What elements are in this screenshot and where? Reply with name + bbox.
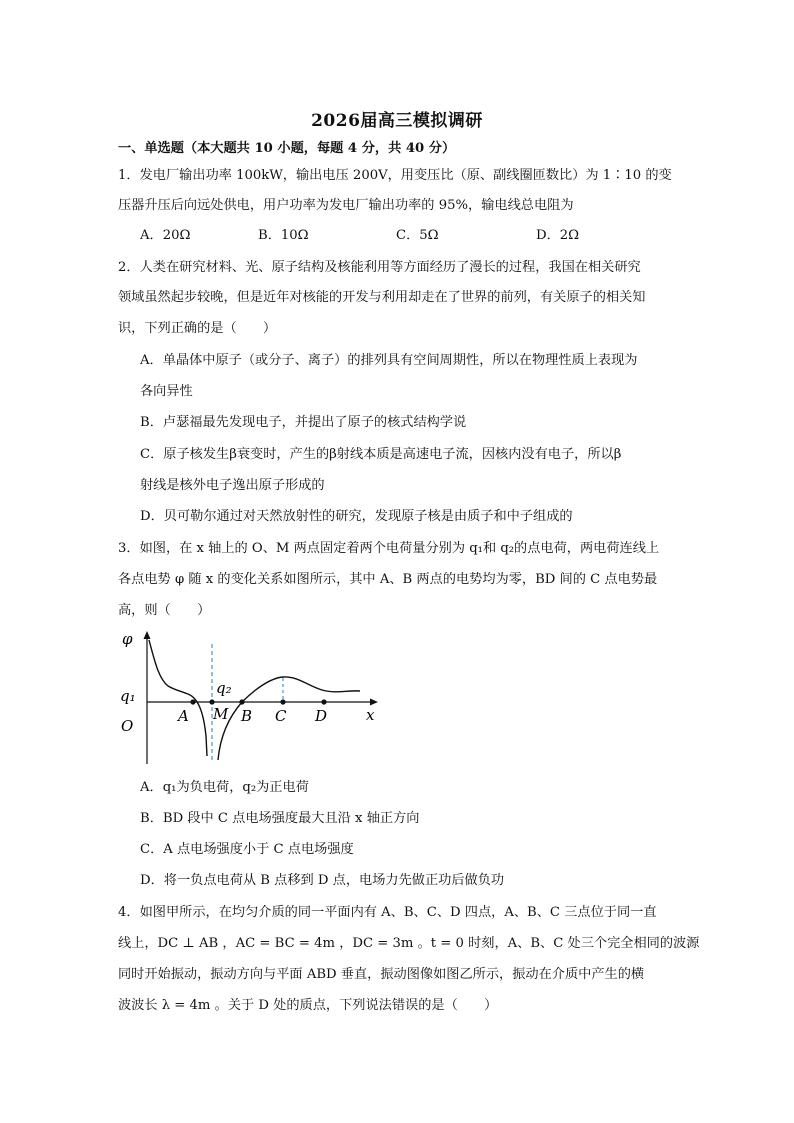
- q3-option-c: C．A 点电场强度小于 C 点电场强度: [140, 842, 354, 857]
- q4-line-2: 线上，DC ⊥ AB ，AC = BC = 4m ，DC = 3m 。t = 0 时刻，A、B、C 处三个完全相同的波源: [118, 936, 700, 951]
- q4-line-1: 4．如图甲所示，在均匀介质的同一平面内有 A、B、C、D 四点，A、B、C 三点位于同一直: [118, 905, 657, 920]
- m-label: M: [213, 705, 229, 723]
- q2-line-2: 领域虽然起步较晚，但是近年对核能的开发与利用却走在了世界的前列，有关原子的相关知: [118, 290, 646, 305]
- c-label: C: [275, 707, 287, 725]
- q2-label: q₂: [216, 679, 232, 697]
- potential-graph: [112, 628, 384, 766]
- q3-line-3: 高，则（ ）: [118, 603, 211, 618]
- q2-option-d: D．贝可勒尔通过对天然放射性的研究，发现原子核是由质子和中子组成的: [140, 509, 573, 524]
- q2-option-c-line-1: C．原子核发生β衰变时，产生的β射线本质是高速电子流，因核内没有电子，所以β: [140, 447, 622, 462]
- q1-line-1: 1．发电厂输出功率 100kW，输出电压 200V，用变压比（原、副线圈匝数比）为 1∶10 的变: [118, 168, 672, 183]
- b-label: B: [241, 707, 253, 725]
- q1-label: q₁: [120, 687, 136, 705]
- point-m: [209, 699, 214, 704]
- q3-option-a: A．q₁为负电荷，q₂为正电荷: [140, 780, 309, 795]
- q1-option-a: A．20Ω: [140, 228, 191, 243]
- q3-line-1: 3．如图，在 x 轴上的 O、M 两点固定着两个电荷量分别为 q₁和 q₂的点电荷，两电荷连线上: [118, 541, 660, 556]
- q4-line-3: 同时开始振动，振动方向与平面 ABD 垂直，振动图像如图乙所示，振动在介质中产生的横: [118, 967, 645, 982]
- x-axis-arrow: [370, 699, 378, 706]
- x-label: x: [366, 706, 375, 724]
- q2-option-b: B．卢瑟福最先发现电子，并提出了原子的核式结构学说: [140, 415, 467, 430]
- q2-option-a-line-1: A．单晶体中原子（或分子、离子）的排列具有空间周期性，所以在物理性质上表现为: [140, 353, 638, 368]
- point-d: [321, 699, 326, 704]
- q4-line-4: 波波长 λ = 4m 。关于 D 处的质点，下列说法错误的是（ ）: [118, 998, 498, 1013]
- phi-axis-arrow: [144, 631, 151, 639]
- phi-label: φ: [122, 630, 133, 648]
- origin-label: O: [121, 717, 134, 735]
- page-title: 2026届高三模拟调研: [311, 111, 483, 131]
- q1-line-2: 压器升压后向远处供电，用户功率为发电厂输出功率的 95%，输电线总电阻为: [118, 198, 574, 213]
- potential-curve-right: [218, 677, 360, 760]
- q2-option-c-line-2: 射线是核外电子逸出原子形成的: [140, 478, 325, 493]
- q3-option-b: B．BD 段中 C 点电场强度最大且沿 x 轴正方向: [140, 811, 420, 826]
- potential-curve-left: [149, 640, 207, 756]
- section-heading: 一、单选题（本大题共 10 小题，每题 4 分，共 40 分）: [118, 141, 456, 156]
- q2-option-a-line-2: 各向异性: [140, 384, 193, 399]
- q2-line-3: 识，下列正确的是（ ）: [118, 321, 277, 336]
- d-label: D: [315, 707, 328, 725]
- q1-option-b: B．10Ω: [258, 228, 309, 243]
- q1-option-d: D．2Ω: [536, 228, 580, 243]
- q3-option-d: D．将一负点电荷从 B 点移到 D 点，电场力先做正功后做负功: [140, 873, 505, 888]
- q3-line-2: 各点电势 φ 随 x 的变化关系如图所示，其中 A、B 两点的电势均为零，BD 间的 C 点电势最: [118, 572, 658, 587]
- point-c: [280, 699, 285, 704]
- q2-line-1: 2．人类在研究材料、光、原子结构及核能利用等方面经历了漫长的过程，我国在相关研究: [118, 260, 641, 275]
- point-b: [239, 699, 244, 704]
- point-a: [190, 699, 195, 704]
- q1-option-c: C．5Ω: [396, 228, 439, 243]
- a-label: A: [178, 707, 189, 725]
